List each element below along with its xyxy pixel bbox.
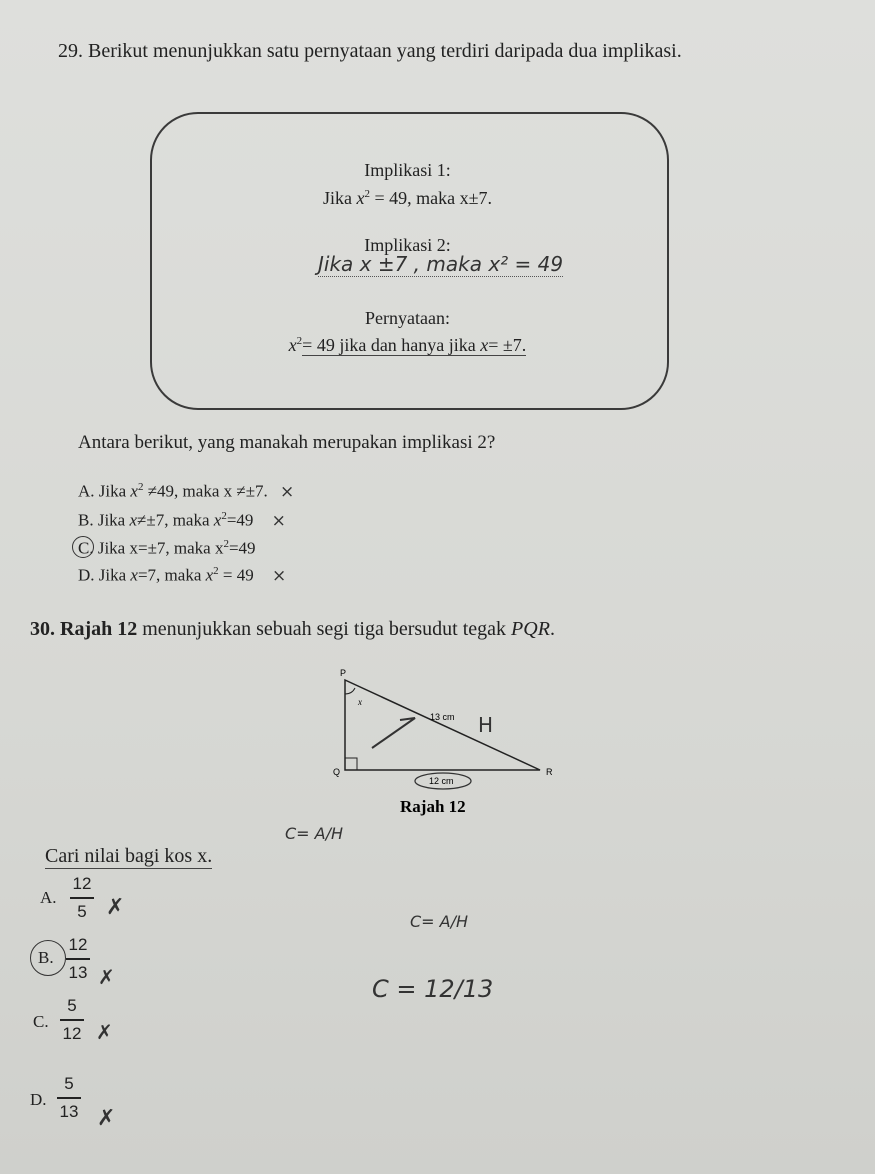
q30-question: Cari nilai bagi kos x. [45,845,213,867]
denominator: 13 [68,962,88,982]
label-x: x [358,697,362,707]
cross-mark: ✗ [106,895,125,920]
numerator: 12 [68,935,88,954]
q30-option-d-letter[interactable]: D. [30,1090,47,1109]
q30-option-c-fraction[interactable] [60,996,84,1044]
impl1-mid: = 49, maka x±7. [369,188,492,208]
denominator: 5 [77,901,87,921]
option-pre: Jika x=±7, maka x [97,538,224,558]
numerator: 12 [72,874,92,893]
q30-prompt-end: . [549,618,555,640]
label-hyp: 13 cm [430,712,455,722]
fraction-bar [57,1097,81,1099]
cross-mark: × [271,510,286,531]
label-base: 12 cm [429,776,454,786]
q29-number: 29. [58,40,83,62]
option-post: =49 [228,538,256,558]
fraction-bar [60,1019,84,1021]
stmt-text [150,335,665,356]
triangle-figure [300,660,600,820]
option-exp: 2 [137,481,144,493]
option-post2: = 49 [218,565,254,585]
figure-caption: Rajah 12 [400,797,466,816]
option-var2: x [205,565,214,585]
impl2-title: Implikasi 2: [364,235,451,255]
stmt-var: x [288,335,297,355]
hand-note-2: C= A/H [410,912,469,931]
triangle-pqr [345,680,540,770]
right-angle-marker [345,758,357,770]
cross-mark: × [272,565,287,586]
option-var: x [129,510,138,530]
q30-prompt-rest: menunjukkan sebuah segi tiga bersudut tegak [137,618,512,640]
hand-h: H [478,713,494,737]
hand-arrow [372,718,415,748]
q30-option-a-letter[interactable]: A. [40,888,57,907]
q30-option-a-fraction[interactable] [70,874,94,922]
numerator: 5 [64,1074,74,1093]
q29-question: Antara berikut, yang manakah merupakan implikasi 2? [78,432,496,453]
fraction-bar [70,897,94,899]
q30-option-b-fraction[interactable] [66,935,90,983]
option-pre: Jika [98,481,131,501]
label-r: R [546,767,553,777]
option-letter: C. [78,538,94,558]
q29-prompt: Berikut menunjukkan satu pernyataan yang terdiri daripada dua implikasi. [88,40,682,62]
stmt-end: = ±7. [488,335,527,355]
cross-mark: ✗ [98,965,115,989]
label-q: Q [333,767,341,777]
option-letter: A. [78,481,95,501]
option-post: ≠±7, maka [137,510,214,530]
impl1-text [150,188,665,209]
cross-mark: × [280,481,295,502]
option-post: =7, maka [137,565,206,585]
fraction-bar [66,958,90,960]
option-pre: Jika [98,565,131,585]
option-post2: =49 [226,510,254,530]
q29-option-a[interactable] [78,481,295,502]
option-exp2: 2 [213,565,219,577]
denominator: 13 [59,1101,79,1121]
option-var: x [130,565,138,585]
q30-option-c-letter[interactable]: C. [33,1012,49,1031]
angle-x-arc [345,688,355,694]
q30-prompt-var: PQR [511,618,550,640]
hand-note-1: C= A/H [285,824,344,843]
option-var2: x [213,510,222,530]
numerator: 5 [67,996,77,1015]
impl1-var: x [356,188,365,208]
option-pre: Jika [97,510,130,530]
denominator: 12 [62,1023,82,1043]
option-letter: D. [78,565,95,585]
q29-option-b[interactable] [78,510,286,531]
stmt-exp: 2 [296,335,303,347]
q30-option-d-fraction[interactable] [57,1074,81,1122]
q30-header [30,618,555,641]
option-var: x [130,481,138,501]
impl1-pre: Jika [322,188,357,208]
hand-note-3: C = 12/13 [372,975,494,1003]
stmt-var2: x [480,335,489,355]
q30-option-b-letter[interactable]: B. [38,948,54,967]
label-p: P [340,668,347,678]
impl1-exp: 2 [364,188,370,200]
option-letter: B. [78,510,94,530]
q30-prompt-bold: Rajah 12 [60,618,138,640]
option-post: ≠49, maka x ≠±7. [143,481,268,501]
impl2-handwritten: Jika x ±7 , maka x² = 49 [318,252,564,276]
q30-number: 30. [30,618,55,640]
impl1-title: Implikasi 1: [364,160,451,180]
option-exp: 2 [223,538,229,550]
cross-mark: ✗ [96,1020,113,1044]
q29-header [58,40,682,63]
q29-option-d[interactable] [78,565,287,586]
stmt-title: Pernyataan: [365,308,450,328]
q29-option-c[interactable] [78,538,256,559]
cross-mark: ✗ [97,1106,116,1131]
stmt-rest: = 49 jika dan hanya jika [302,335,481,355]
option-exp2: 2 [221,510,227,522]
